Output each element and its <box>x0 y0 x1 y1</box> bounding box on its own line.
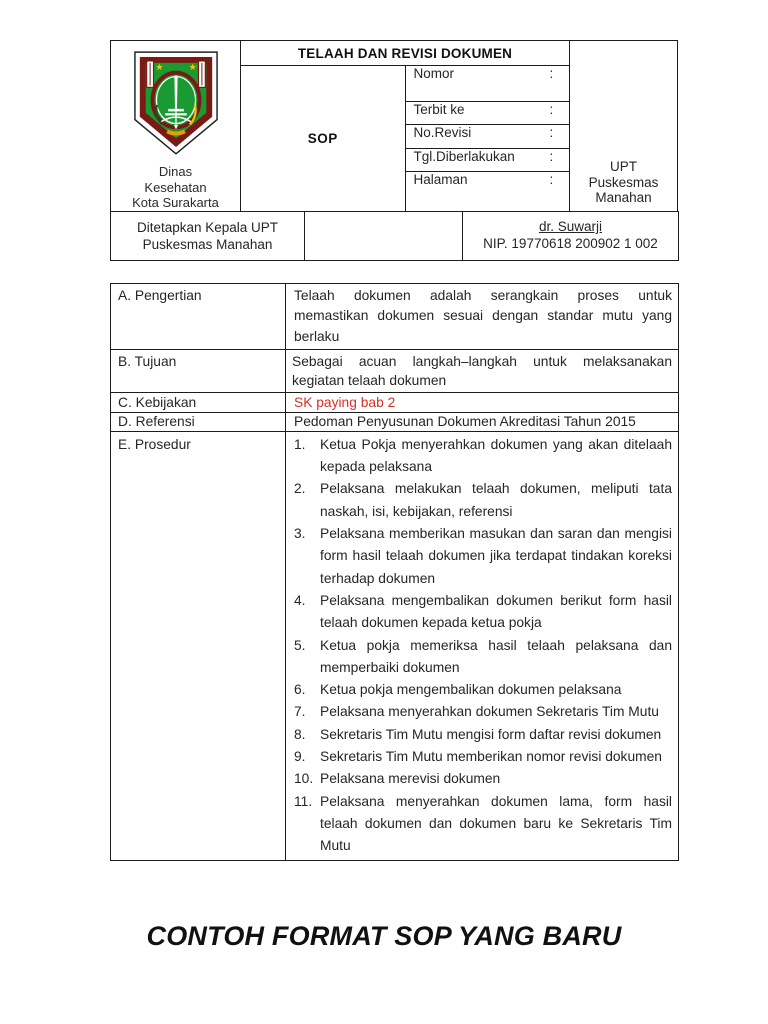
step-text: Sekretaris Tim Mutu mengisi form daftar revisi dokumen <box>320 726 662 742</box>
svg-text:★: ★ <box>154 61 163 72</box>
table-row-referensi <box>111 412 679 431</box>
agency-name-line: Dinas <box>158 164 193 179</box>
signature-cell <box>463 211 679 260</box>
agency-name <box>111 164 240 211</box>
section-content-highlighted: SK paying bab 2 <box>286 392 679 412</box>
section-content: Pedoman Penyusunan Dokumen Akreditasi Tahun 2015 <box>286 412 679 431</box>
step-text: Ketua pokja mengembalikan dokumen pelaksana <box>320 682 622 698</box>
field-row-terbit-ke <box>405 101 570 124</box>
procedure-step <box>294 746 672 768</box>
section-label: C. Kebijakan <box>111 392 286 412</box>
field-row-tgl-diberlakukan <box>405 148 570 171</box>
surakarta-coat-of-arms-icon <box>132 49 220 157</box>
step-text: Pelaksana memberikan masukan dan saran dan mengisi form hasil telaah dokumen jika terdapat tindakan koreksi terhadap dokumen <box>320 526 672 586</box>
field-row-halaman <box>405 171 570 211</box>
procedure-step <box>294 434 672 479</box>
unit-name-line: UPT <box>610 159 637 174</box>
procedure-step <box>294 635 672 680</box>
field-label: Halaman <box>413 171 468 187</box>
header-block <box>110 40 678 261</box>
step-number: 1. <box>294 436 306 452</box>
field-colon: : <box>549 171 554 187</box>
section-label: E. Prosedur <box>111 431 286 860</box>
approval-left-cell <box>111 211 305 260</box>
step-number: 3. <box>294 526 306 542</box>
step-number: 5. <box>294 637 306 653</box>
step-number: 7. <box>294 704 306 720</box>
table-row-prosedur <box>111 431 679 860</box>
field-label: Tgl.Diberlakukan <box>413 148 515 164</box>
procedure-step <box>294 724 672 746</box>
step-text: Pelaksana menyerahkan dokumen Sekretaris Tim Mutu <box>320 704 659 720</box>
unit-name-line: Manahan <box>595 190 652 205</box>
table-row-tujuan <box>111 349 679 392</box>
field-label: No.Revisi <box>413 124 472 140</box>
procedure-step <box>294 679 672 701</box>
approval-line: Puskesmas Manahan <box>142 236 273 252</box>
doc-type-label: SOP <box>241 66 406 212</box>
procedure-step <box>294 590 672 635</box>
step-text: Ketua Pokja menyerahkan dokumen yang akan ditelaah kepada pelaksana <box>320 436 672 475</box>
step-number: 10. <box>294 771 314 787</box>
unit-name-line: Puskesmas <box>588 174 659 190</box>
field-row-no-revisi <box>405 124 570 148</box>
table-row-pengertian <box>111 284 679 350</box>
field-colon: : <box>549 148 554 164</box>
step-number: 2. <box>294 481 306 497</box>
step-number: 9. <box>294 749 306 765</box>
procedure-step <box>294 791 672 858</box>
content-table <box>110 283 679 861</box>
procedure-step <box>294 478 672 523</box>
section-label: D. Referensi <box>111 412 286 431</box>
step-text: Pelaksana merevisi dokumen <box>320 771 501 787</box>
table-row-kebijakan <box>111 392 679 412</box>
field-colon: : <box>549 124 554 140</box>
logo-cell <box>111 41 241 212</box>
field-label: Nomor <box>413 66 455 81</box>
agency-name-line: Kota Surakarta <box>132 195 219 210</box>
approval-empty-cell <box>305 211 463 260</box>
section-content: Sebagai acuan langkah–langkah untuk melaksanakan kegiatan telaah dokumen <box>286 349 679 392</box>
section-content: Telaah dokumen adalah serangkain proses untuk memastikan dokumen sesuai dengan standar mutu yang berlaku <box>286 284 679 350</box>
step-number: 8. <box>294 726 306 742</box>
agency-name-line: Kesehatan <box>144 179 207 195</box>
signer-nip: NIP. 19770618 200902 1 002 <box>483 235 658 251</box>
step-text: Pelaksana mengembalikan dokumen berikut form hasil telaah dokumen kepada ketua pokja <box>320 592 672 631</box>
procedure-step <box>294 523 672 590</box>
step-number: 6. <box>294 682 306 698</box>
approval-line: Ditetapkan Kepala UPT <box>136 219 279 235</box>
svg-text:★: ★ <box>188 61 197 72</box>
step-text: Pelaksana melakukan telaah dokumen, meliputi tata naskah, isi, kebijakan, referensi <box>320 481 672 519</box>
section-label: B. Tujuan <box>111 349 286 392</box>
document-title: TELAAH DAN REVISI DOKUMEN <box>241 41 570 66</box>
approval-table <box>110 211 679 261</box>
field-colon: : <box>549 66 554 81</box>
page-caption: CONTOH FORMAT SOP YANG BARU <box>146 921 622 951</box>
field-colon: : <box>549 101 554 117</box>
procedure-steps <box>286 431 679 860</box>
step-text: Ketua pokja memeriksa hasil telaah pelaksana dan memperbaiki dokumen <box>320 637 672 675</box>
step-text: Sekretaris Tim Mutu memberikan nomor revisi dokumen <box>320 749 662 765</box>
signer-name: dr. Suwarji <box>538 219 603 234</box>
procedure-step <box>294 701 672 723</box>
step-number: 4. <box>294 592 306 608</box>
field-row-nomor <box>405 66 570 102</box>
step-text: Pelaksana menyerahkan dokumen lama, form hasil telaah dokumen dan dokumen baru ke Sekretaris Tim Mutu <box>320 793 672 854</box>
section-label: A. Pengertian <box>111 284 286 350</box>
procedure-step <box>294 768 672 790</box>
unit-cell <box>570 41 678 212</box>
field-label: Terbit ke <box>413 101 465 117</box>
step-number: 11. <box>294 793 313 809</box>
header-table <box>110 40 678 212</box>
